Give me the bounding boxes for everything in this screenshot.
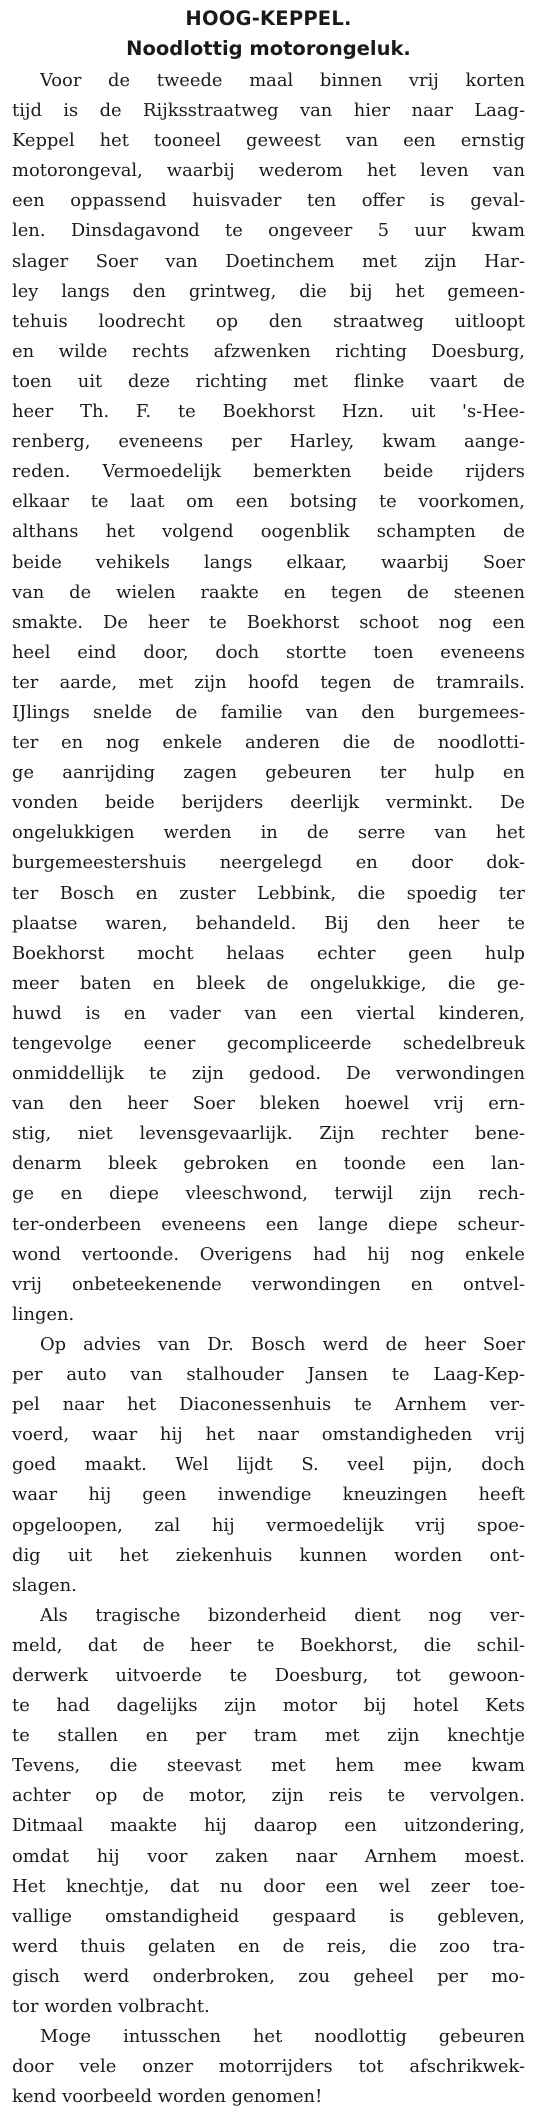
text-line: burgemeestershuis neergelegd en door dok- <box>12 852 525 874</box>
text-line: denarm bleek gebroken en toonde een lan- <box>12 1153 525 1175</box>
text-line: meer baten en bleek de ongelukkige, die ge- <box>12 972 525 994</box>
text-line: Ditmaal maakte hij daarop een uitzondering, <box>12 1815 525 1837</box>
text-line: huwd is en vader van een viertal kinderen, <box>12 1002 525 1024</box>
text-line: Op advies van Dr. Bosch werd de heer Soer <box>40 1333 525 1355</box>
text-line: voerd, waar hij het naar omstandigheden vrij <box>12 1424 525 1446</box>
article-body <box>12 66 525 2112</box>
text-line: Voor de tweede maal binnen vrij korten <box>40 70 525 91</box>
text-line: slager Soer van Doetinchem met zijn Har- <box>12 250 525 272</box>
text-line: stig, niet levensgevaarlijk. Zijn rechter bene- <box>12 1123 525 1145</box>
text-line: ge en diepe vleeschwond, terwijl zijn rech- <box>12 1183 525 1205</box>
text-line: gisch werd onderbroken, zou geheel per mo- <box>12 1965 525 1987</box>
text-line: achter op de motor, zijn reis te vervolgen. <box>12 1785 525 1807</box>
text-line: kend voorbeeld worden genomen! <box>12 2086 323 2108</box>
text-line: meld, dat de heer te Boekhorst, die schil- <box>12 1634 525 1656</box>
text-line: dig uit het ziekenhuis kunnen worden ont- <box>12 1544 525 1566</box>
text-line: althans het volgend oogenblik schampten de <box>12 521 525 543</box>
text-line: tengevolge eener gecompliceerde schedelbreuk <box>12 1033 525 1054</box>
article-headline: Noodlottig motorongeluk. <box>126 37 411 60</box>
text-line: goed maakt. Wel lijdt S. veel pijn, doch <box>12 1454 525 1476</box>
text-line: motorongeval, waarbij wederom het leven van <box>12 160 525 182</box>
text-line: tehuis loodrecht op den straatweg uitloopt <box>12 310 525 332</box>
text-line: omdat hij voor zaken naar Arnhem moest. <box>12 1845 525 1867</box>
article-paragraph <box>12 66 525 1330</box>
text-line: smakte. De heer te Boekhorst schoot nog een <box>12 611 525 633</box>
text-line: ge aanrijding zagen gebeuren ter hulp en <box>12 762 525 784</box>
text-line: tor worden volbracht. <box>12 1996 210 2017</box>
text-line: te stallen en per tram met zijn knechtje <box>12 1725 525 1747</box>
text-line: vrij onbeteekenende verwondingen en ontvel- <box>12 1273 525 1295</box>
text-line: ongelukkigen werden in de serre van het <box>12 822 525 844</box>
text-line: vallige omstandigheid gespaard is gebleven, <box>12 1905 525 1927</box>
text-line: te had dagelijks zijn motor bij hotel Kets <box>12 1695 525 1717</box>
text-line: en wilde rechts afzwenken richting Doesburg, <box>12 340 525 362</box>
text-line: van de wielen raakte en tegen de steenen <box>12 581 525 603</box>
place-heading: HOOG-KEPPEL. <box>185 7 352 30</box>
text-line: tijd is de Rijksstraatweg van hier naar Laag- <box>12 100 525 122</box>
text-line: Als tragische bizonderheid dient nog ver- <box>40 1604 525 1626</box>
text-line: Keppel het tooneel geweest van een ernstig <box>12 130 525 152</box>
text-line: opgeloopen, zal hij vermoedelijk vrij spoe- <box>12 1514 525 1536</box>
text-line: heer Th. F. te Boekhorst Hzn. uit 's-Hee- <box>12 401 525 423</box>
text-line: toen uit deze richting met flinke vaart de <box>12 370 525 392</box>
text-line: Tevens, die steevast met hem mee kwam <box>12 1755 525 1777</box>
text-line: werd thuis gelaten en de reis, die zoo tra- <box>12 1935 525 1957</box>
text-line: heel eind door, doch stortte toen eveneens <box>12 641 525 663</box>
text-line: ter-onderbeen eveneens een lange diepe scheur- <box>12 1213 525 1235</box>
text-line: slagen. <box>12 1574 77 1596</box>
text-line: Boekhorst mocht helaas echter geen hulp <box>12 942 525 964</box>
text-line: ter Bosch en zuster Lebbink, die spoedig ter <box>12 882 525 904</box>
text-line: van den heer Soer bleken hoewel vrij ern- <box>12 1093 525 1115</box>
text-line: Moge intusschen het noodlottig gebeuren <box>40 2026 525 2048</box>
text-line: ter en nog enkele anderen die de noodlotti- <box>12 732 525 754</box>
text-line: door vele onzer motorrijders tot afschrikwek- <box>12 2056 525 2078</box>
text-line: lingen. <box>12 1303 75 1325</box>
text-line: waar hij geen inwendige kneuzingen heeft <box>12 1484 525 1506</box>
article-paragraph <box>12 1601 525 2022</box>
text-line: wond vertoonde. Overigens had hij nog enkele <box>12 1243 525 1265</box>
text-line: ley langs den grintweg, die bij het gemeen- <box>12 280 525 302</box>
text-line: elkaar te laat om een botsing te voorkomen, <box>12 491 525 513</box>
newspaper-article <box>12 4 525 2112</box>
text-line: IJlings snelde de familie van den burgemees- <box>12 701 525 723</box>
text-line: vonden beide berijders deerlijk verminkt. De <box>12 792 525 814</box>
text-line: renberg, eveneens per Harley, kwam aange- <box>12 431 525 453</box>
text-line: Het knechtje, dat nu door een wel zeer toe- <box>12 1875 525 1897</box>
text-line: onmiddellijk te zijn gedood. De verwondingen <box>12 1063 525 1085</box>
text-line: per auto van stalhouder Jansen te Laag-Kep- <box>12 1364 525 1386</box>
text-line: len. Dinsdagavond te ongeveer 5 uur kwam <box>12 220 525 242</box>
text-line: beide vehikels langs elkaar, waarbij Soer <box>12 551 525 573</box>
text-line: een oppassend huisvader ten offer is geval- <box>12 190 525 212</box>
text-line: plaatse waren, behandeld. Bij den heer te <box>12 912 525 934</box>
article-paragraph <box>12 1330 525 1601</box>
text-line: derwerk uitvoerde te Doesburg, tot gewoon- <box>12 1664 525 1686</box>
article-paragraph <box>12 2022 525 2112</box>
text-line: ter aarde, met zijn hoofd tegen de tramrails. <box>12 671 525 693</box>
text-line: reden. Vermoedelijk bemerkten beide rijders <box>12 461 525 483</box>
text-line: pel naar het Diaconessenhuis te Arnhem ver- <box>12 1394 525 1416</box>
